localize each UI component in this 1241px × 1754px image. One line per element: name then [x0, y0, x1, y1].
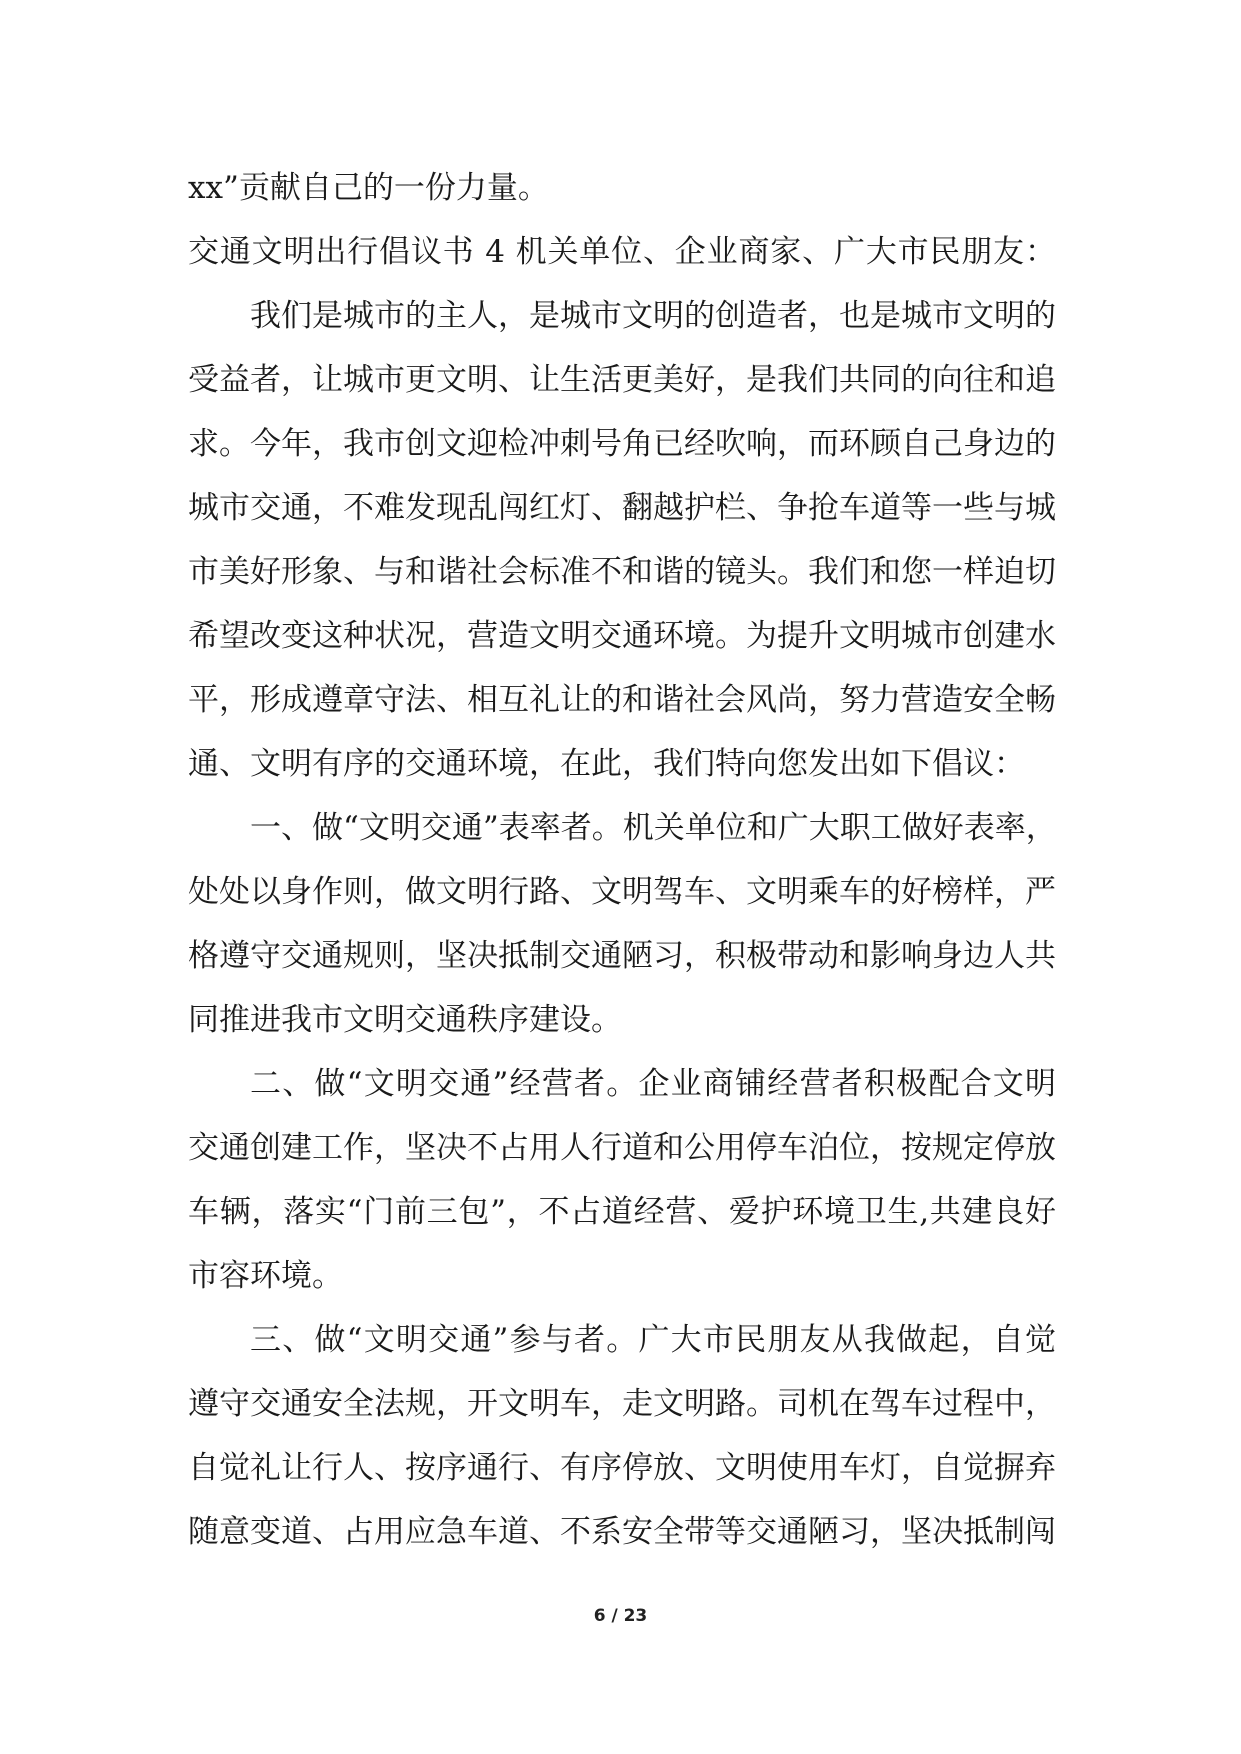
text-line: 同推进我市文明交通秩序建设。 [188, 1002, 622, 1038]
text-line: 自觉礼让行人、按序通行、有序停放、文明使用车灯，自觉摒弃 [188, 1450, 1056, 1486]
document-body [188, 156, 1056, 1564]
text-line: 遵守交通安全法规，开文明车，走文明路。司机在驾车过程中， [188, 1386, 1056, 1422]
text-line: 通、文明有序的交通环境，在此，我们特向您发出如下倡议： [188, 746, 1025, 782]
text-line: 平，形成遵章守法、相互礼让的和谐社会风尚，努力营造安全畅 [188, 682, 1056, 718]
text-line: 市容环境。 [188, 1258, 343, 1294]
text-line: 市美好形象、与和谐社会标准不和谐的镜头。我们和您一样迫切 [188, 554, 1056, 590]
text-line: 求。今年，我市创文迎检冲刺号角已经吹响，而环顾自己身边的 [188, 426, 1056, 462]
text-line: 交通文明出行倡议书 4 机关单位、企业商家、广大市民朋友： [188, 234, 1056, 270]
text-line: 车辆，落实“门前三包”，不占道经营、爱护环境卫生,共建良好 [188, 1194, 1056, 1230]
text-line: 受益者，让城市更文明、让生活更美好，是我们共同的向往和追 [188, 362, 1056, 398]
text-line: 格遵守交通规则，坚决抵制交通陋习，积极带动和影响身边人共 [188, 938, 1056, 974]
text-line: 城市交通，不难发现乱闯红灯、翻越护栏、争抢车道等一些与城 [188, 490, 1056, 526]
text-line: 处处以身作则，做文明行路、文明驾车、文明乘车的好榜样，严 [188, 874, 1056, 910]
text-line: 交通创建工作，坚决不占用人行道和公用停车泊位，按规定停放 [188, 1130, 1056, 1166]
text-line: 一、做“文明交通”表率者。机关单位和广大职工做好表率， [250, 810, 1057, 846]
text-line: 三、做“文明交通”参与者。广大市民朋友从我做起，自觉 [250, 1322, 1056, 1358]
text-line: 我们是城市的主人，是城市文明的创造者，也是城市文明的 [250, 298, 1056, 334]
text-line: 希望改变这种状况，营造文明交通环境。为提升文明城市创建水 [188, 618, 1056, 654]
text-line: 二、做“文明交通”经营者。企业商铺经营者积极配合文明 [250, 1066, 1056, 1102]
text-line: 随意变道、占用应急车道、不系安全带等交通陋习，坚决抵制闯 [188, 1514, 1056, 1550]
page-number: 6 / 23 [593, 1606, 648, 1626]
text-line: xx”贡献自己的一份力量。 [188, 170, 549, 206]
